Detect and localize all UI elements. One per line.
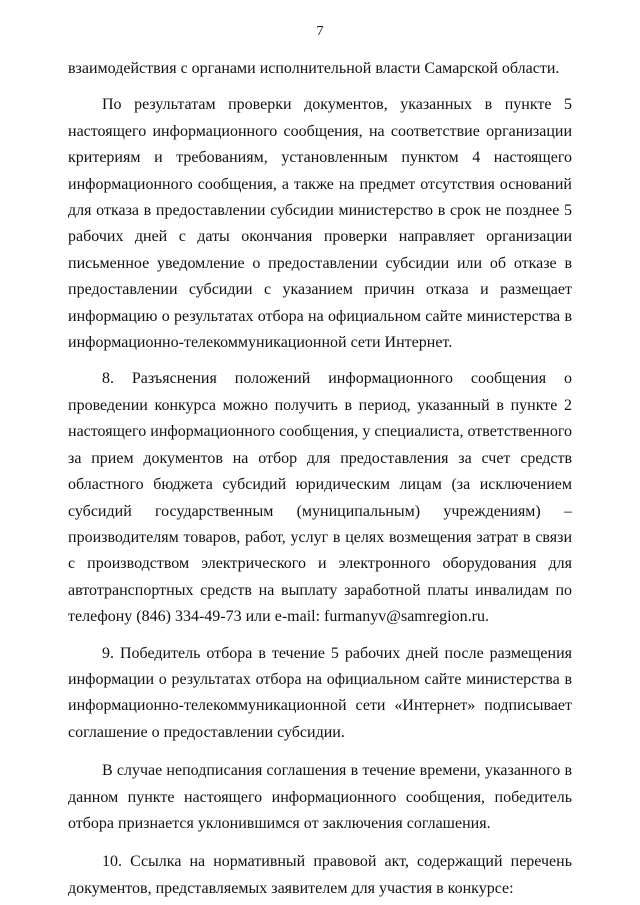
- paragraph-continued: взаимодействия с органами исполнительной власти Самарской области.: [68, 60, 560, 77]
- page-number: 7: [316, 24, 324, 39]
- paragraph-item-9: 9. Победитель отбора в течение 5 рабочих дней после размещения информации о результатах отбора на официальном сайте министерства в информационно-телекоммуникационной сети «Интернет» подписывает соглашение о предоставлении субсидии.: [68, 644, 572, 741]
- paragraph-item-8: 8. Разъяснения положений информационного сообщения о проведении конкурса можно получить в период, указанный в пункте 2 настоящего информационного сообщения, у специалиста, ответственного за прием документов на отбор для предоставления за счет средств областного бюджета субсидий юридическим лицам (за исключением субсидий государственным (муниципальным) учреждениям) – производителям товаров, работ, услуг в целях возмещения затрат в связи с производством электрического и электронного оборудования для автотранспортных средств на выплату заработной платы инвалидам по телефону (846) 334-49-73 или e-mail: furmanyv@samregion.ru.: [68, 370, 572, 626]
- paragraph-non-signing: В случае неподписания соглашения в течение времени, указанного в данном пункте настоящего информационного сообщения, победитель отбора признается уклонившимся от заключения соглашения.: [68, 762, 572, 832]
- paragraph-item-10: 10. Ссылка на нормативный правовой акт, содержащий перечень документов, представляемых заявителем для участия в конкурсе:: [68, 853, 572, 897]
- paragraph-check-results: По результатам проверки документов, указанных в пункте 5 настоящего информационного сообщения, на соответствие организации критериям и требованиям, установленным пунктом 4 настоящего информационного сообщения, а также на предмет отсутствия оснований для отказа в предоставлении субсидии министерство в срок не позднее 5 рабочих дней с даты окончания проверки направляет организации письменное уведомление о предоставлении субсидии или об отказе в предоставлении субсидии с указанием причин отказа и размещает информацию о результатах отбора на официальном сайте министерства в информационно-телекоммуникационной сети Интернет.: [68, 96, 572, 352]
- document-body: [68, 56, 572, 902]
